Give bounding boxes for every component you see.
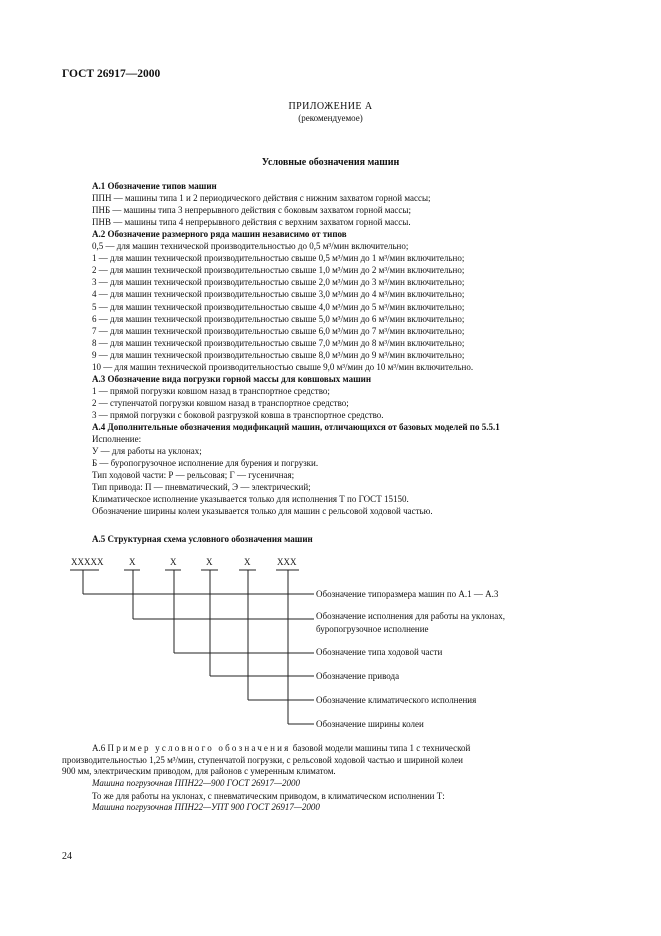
scheme-code-chassis: Х [170, 557, 177, 567]
list-line: Б — буропогрузочное исполнение для бурения и погрузки. [92, 458, 319, 469]
list-line: 0,5 — для машин технической производительностью до 0,5 м³/мин включительно; [92, 241, 409, 252]
example-line-1 [92, 743, 470, 754]
scheme-label-climate: Обозначение климатического исполнения [316, 695, 477, 705]
appendix-subtitle: (рекомендуемое) [298, 113, 363, 123]
list-line: 6 — для машин технической производительностью свыше 5,0 м³/мин до 6 м³/мин включительно; [92, 313, 465, 324]
section-heading: А.2 Обозначение размерного ряда машин независимо от типов [92, 229, 347, 240]
section-title: Условные обозначения машин [261, 157, 400, 168]
list-line: 10 — для машин технической производительностью свыше 9,0 м³/мин до 10 м³/мин включительно. [92, 361, 474, 372]
list-line: 9 — для машин технической производительностью свыше 8,0 м³/мин до 9 м³/мин включительно; [92, 349, 465, 360]
example-line-2: производительностью 1,25 м³/мин, ступенчатой погрузки, с рельсовой ходовой частью и шириной колеи [62, 755, 463, 765]
document-code-header: ГОСТ 26917—2000 [62, 68, 161, 80]
scheme-code-drive: Х [206, 557, 213, 567]
example-prefix: А.6 [92, 743, 106, 753]
scheme-label-gauge: Обозначение ширины колеи [316, 719, 424, 729]
example-line-4: То же для работы на уклонах, с пневматическим приводом, в климатическом исполнении Т: [92, 791, 445, 801]
list-line: 2 — для машин технической производительностью свыше 1,0 м³/мин до 2 м³/мин включительно; [92, 265, 465, 276]
list-line: ПНБ — машины типа 3 непрерывного действия с боковым захватом горной массы; [92, 205, 411, 216]
section-heading: А.1 Обозначение типов машин [92, 181, 217, 191]
list-line: 4 — для машин технической производительностью свыше 3,0 м³/мин до 4 м³/мин включительно; [92, 289, 465, 300]
list-line: 3 — прямой погрузки с боковой разгрузкой ковша в транспортное средство. [92, 409, 384, 420]
list-line: 2 — ступенчатой погрузки ковшом назад в транспортное средство; [92, 397, 349, 408]
list-line: Тип привода: П — пневматический, Э — электрический; [92, 482, 311, 493]
list-line: 8 — для машин технической производительностью свыше 7,0 м³/мин до 8 м³/мин включительно; [92, 337, 465, 348]
list-line: ПНВ — машины типа 4 непрерывного действия с верхним захватом горной массы. [92, 217, 411, 228]
list-line: Климатическое исполнение указывается только для исполнения Т по ГОСТ 15150. [92, 494, 409, 505]
scheme-label-drive: Обозначение привода [316, 671, 400, 681]
scheme-label-size: Обозначение типоразмера машин по А.1 — А.3 [316, 589, 499, 599]
scheme-label-drilling: буропогрузочное исполнение [316, 624, 429, 634]
example-sample-2: Машина погрузочная ППН22—УПТ 900 ГОСТ 26917—2000 [92, 802, 320, 812]
list-line: 1 — прямой погрузки ковшом назад в транспортное средство; [92, 385, 330, 396]
page-number: 24 [62, 851, 72, 862]
list-line: Обозначение ширины колеи указывается только для машин с рельсовой ходовой частью. [92, 506, 433, 517]
list-line: У — для работы на уклонах; [92, 446, 202, 457]
section-heading: А.3 Обозначение вида погрузки горной массы для ковшовых машин [92, 373, 372, 384]
example-line-3: 900 мм, электрическим приводом, для районов с умеренным климатом. [62, 766, 336, 776]
scheme-title: А.5 Структурная схема условного обозначения машин [92, 534, 313, 544]
scheme-label-slope: Обозначение исполнения для работы на уклонах, [316, 611, 505, 621]
section-heading: А.4 Дополнительные обозначения модификаций машин, отличающихся от базовых моделей по 5.5.1 [92, 422, 500, 432]
list-line: Исполнение: [92, 434, 142, 445]
example-line-1-text: базовой модели машины типа 1 с технической [292, 743, 471, 753]
list-line: Тип ходовой части: Р — рельсовая; Г — гусеничная; [92, 470, 295, 481]
list-line: 1 — для машин технической производительностью свыше 0,5 м³/мин до 1 м³/мин включительно; [92, 253, 465, 264]
scheme-code-climate: Х [244, 557, 251, 567]
list-line: 7 — для машин технической производительностью свыше 6,0 м³/мин до 7 м³/мин включительно; [92, 325, 465, 336]
list-line: ППН — машины типа 1 и 2 периодического действия с нижним захватом горной массы; [92, 193, 431, 204]
scheme-code-slope: Х [129, 557, 136, 567]
scheme-code-gauge: ХХХ [277, 557, 297, 567]
appendix-title: ПРИЛОЖЕНИЕ А [288, 101, 373, 112]
list-line: 3 — для машин технической производительностью свыше 2,0 м³/мин до 3 м³/мин включительно; [92, 277, 465, 288]
example-sample-1: Машина погрузочная ППН22—900 ГОСТ 26917—2000 [92, 778, 301, 788]
list-line: 5 — для машин технической производительностью свыше 4,0 м³/мин до 5 м³/мин включительно; [92, 301, 465, 312]
scheme-label-chassis: Обозначение типа ходовой части [316, 647, 443, 657]
scheme-code-type: ХХХХХ [71, 557, 104, 567]
example-heading: Пример условного обозначения [107, 743, 291, 753]
